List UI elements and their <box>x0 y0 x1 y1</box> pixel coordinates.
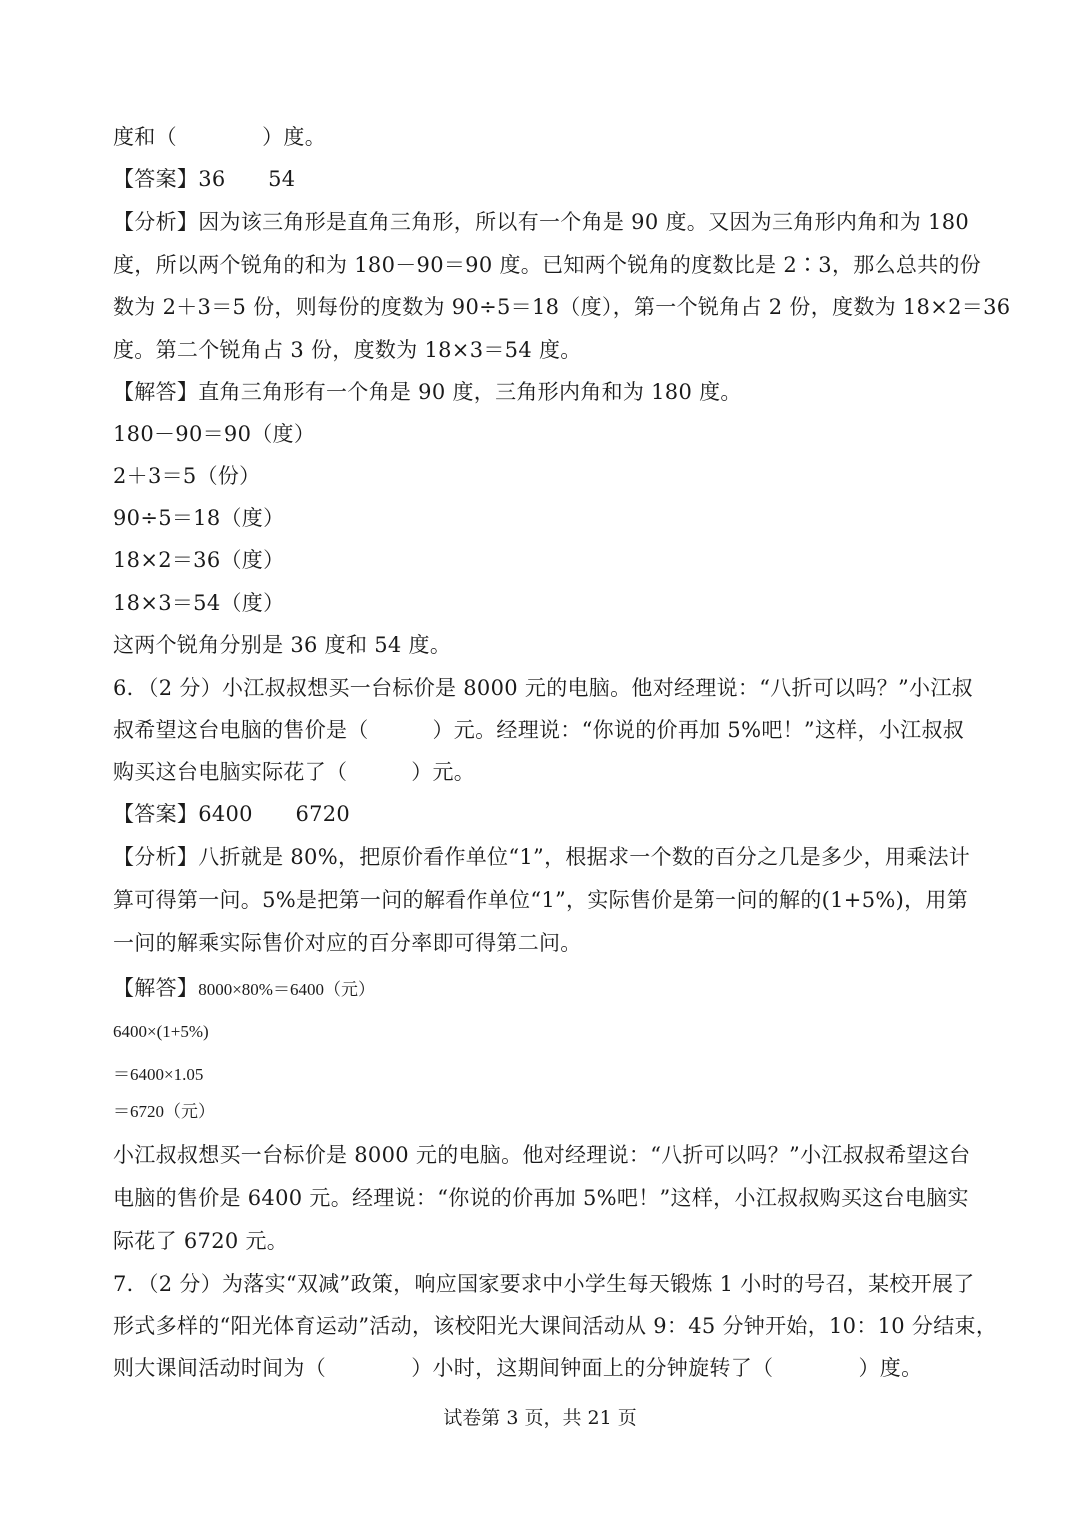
q5-analysis-line: 数为 2＋3＝5 份，则每份的度数为 90÷5＝18（度），第一个锐角占 2 份，度数为 18×2＝36 <box>113 295 1011 319</box>
q5-answer: 【答案】36 54 <box>113 167 296 191</box>
q5-solution-line: 2＋3＝5（份） <box>113 464 261 488</box>
q6-analysis-line: 一问的解乘实际售价对应的百分率即可得第二问。 <box>113 931 582 955</box>
q5-analysis-line: 【分析】因为该三角形是直角三角形，所以有一个角是 90 度。又因为三角形内角和为 180 <box>113 210 970 234</box>
q7-question-line: 形式多样的“阳光体育运动”活动，该校阳光大课间活动从 9：45 分钟开始，10：10 分结束， <box>113 1314 998 1338</box>
q6-question-line: 购买这台电脑实际花了（ ）元。 <box>113 760 476 784</box>
q5-solution-line: 这两个锐角分别是 36 度和 54 度。 <box>113 633 452 657</box>
q6-conclusion-line: 小江叔叔想买一台标价是 8000 元的电脑。他对经理说：“八折可以吗？”小江叔叔希望这台 <box>113 1143 971 1167</box>
q6-analysis-line: 【分析】八折就是 80%，把原价看作单位“1”，根据求一个数的百分之几是多少，用乘法计 <box>113 845 971 869</box>
q6-solution-math-line: ＝6720（元） <box>113 1102 215 1121</box>
q5-solution-line: 【解答】直角三角形有一个角是 90 度，三角形内角和为 180 度。 <box>113 380 742 404</box>
q6-analysis-line: 算可得第一问。5%是把第一问的解看作单位“1”，实际售价是第一问的解的(1+5%)，用第 <box>113 888 969 912</box>
q6-question-line: 叔希望这台电脑的售价是（ ）元。经理说：“你说的价再加 5%吧！”这样，小江叔叔 <box>113 718 965 742</box>
q7-question-line: 则大课间活动时间为（ ）小时，这期间钟面上的分钟旋转了（ ）度。 <box>113 1356 923 1380</box>
q6-conclusion-line: 电脑的售价是 6400 元。经理说：“你说的价再加 5%吧！”这样，小江叔叔购买这台电脑实 <box>113 1186 969 1210</box>
q6-solution-first-line <box>113 974 973 1004</box>
q6-solution-equation: 8000×80%＝6400（元） <box>198 980 375 999</box>
q6-solution-math-line: ＝6400×1.05 <box>113 1065 204 1084</box>
q6-answer: 【答案】6400 6720 <box>113 802 351 826</box>
q6-conclusion-line: 际花了 6720 元。 <box>113 1229 289 1253</box>
q6-solution-label: 【解答】 <box>113 976 199 1000</box>
q5-analysis-line: 度。第二个锐角占 3 份，度数为 18×3＝54 度。 <box>113 338 582 362</box>
q7-question-line: 7．（2 分）为落实“双减”政策，响应国家要求中小学生每天锻炼 1 小时的号召，某校开展了 <box>113 1272 975 1296</box>
q5-question-tail: 度和（ ）度。 <box>113 125 326 149</box>
q5-solution-line: 18×3＝54（度） <box>113 591 285 615</box>
q5-analysis-line: 度，所以两个锐角的和为 180－90＝90 度。已知两个锐角的度数比是 2∶3，那么总共的份 <box>113 253 982 277</box>
q5-solution-line: 90÷5＝18（度） <box>113 506 285 530</box>
page-footer: 试卷第 3 页，共 21 页 <box>443 1407 637 1429</box>
q6-question-line: 6．（2 分）小江叔叔想买一台标价是 8000 元的电脑。他对经理说：“八折可以吗？”小江叔 <box>113 676 973 700</box>
q6-solution-math-line: 6400×(1+5%) <box>113 1022 209 1041</box>
q5-solution-line: 180－90＝90（度） <box>113 422 316 446</box>
q5-solution-line: 18×2＝36（度） <box>113 548 285 572</box>
